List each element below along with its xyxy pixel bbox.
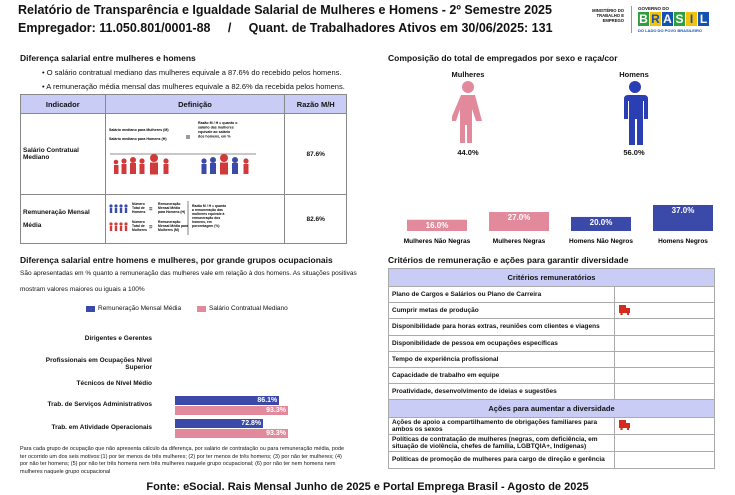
pay-gap-bullet: • A remuneração média mensal das mulheres equivale a 82.6% da recebida pelos homens. — [42, 82, 345, 91]
indicator-table — [20, 94, 347, 244]
occupational-category-label: Profissionais em Ocupações Nível Superior — [45, 357, 152, 371]
composition-bar-label: 16.0% — [425, 220, 449, 230]
composition-bar-label: 20.0% — [589, 217, 613, 227]
occupational-desc: São apresentadas em % quanto a remuneração das mulheres vale em relação à dos homens. As situações positivas — [20, 270, 357, 277]
occupational-bar: 72.8% — [175, 419, 263, 428]
def-label-men-total: Número Total de Homens — [131, 202, 145, 214]
criteria-header: Critérios remuneratórios — [389, 269, 715, 287]
criteria-item — [389, 335, 715, 351]
composition-title: Composição do total de empregados por sexo e raça/cor — [388, 53, 618, 63]
criteria-item-label: Tempo de experiência profissional — [389, 351, 615, 367]
def-explanation-text: Razão M / H = quanto a remuneração das mulheres equivale à remuneração dos homens, em porcentagem (%) — [191, 204, 226, 228]
occupational-category-label: Dirigentes e Gerentes — [84, 335, 152, 342]
women-figures-group — [113, 154, 168, 175]
col-ratio: Razão M/H — [285, 95, 347, 114]
criteria-item-flag-cell — [615, 319, 715, 335]
criteria-item-flag-cell — [615, 335, 715, 351]
occupational-category-label: Técnicos de Nível Médio — [76, 380, 152, 387]
action-item — [389, 452, 715, 468]
employer-line: Empregador: 11.050.801/0001-88 / Quant. de Trabalhadores Ativos em 30/06/2025: 131 — [18, 21, 553, 35]
women-label: Mulheres — [451, 70, 485, 79]
composition-bar-label: 37.0% — [671, 206, 695, 215]
composition-category-label: Homens Não Negros — [569, 238, 633, 245]
logo-divider — [631, 6, 632, 33]
composition-bar-label: 27.0% — [507, 213, 531, 223]
svg-text:=: = — [148, 207, 153, 213]
source-footer: Fonte: eSocial. Rais Mensal Junho de 2025 e Portal Emprega Brasil - Agosto de 2025 — [146, 481, 589, 493]
men-pct: 56.0% — [623, 148, 645, 157]
criteria-item — [389, 367, 715, 383]
occupational-desc: mostram valores maiores ou iguais a 100% — [20, 286, 145, 293]
men-label: Homens — [619, 70, 649, 79]
criteria-item — [389, 351, 715, 367]
occupational-category-label: Trab. em Atividade Operacionais — [51, 424, 152, 431]
brasil-wordmark — [638, 12, 710, 26]
table-row — [21, 114, 347, 195]
def-label-women-total: Número Total de Mulheres — [131, 220, 147, 232]
occupational-note: Para cada grupo de ocupação que não apresenta cálculo da diferença, por salário de contratação ou para remuneração média, pode ter ocorrido um dos seis motivos:(1) por ter menos de três mulheres; (2) por ter menos de três homens; (3) por não ter mulheres; (4) por não ter homens; (5) por não ter três homens nem três mulheres naquele grupo ocupacional; (6) por não ter nem homens nem mulheres naquele grupo ocupacional — [20, 446, 345, 475]
col-definition: Definição — [105, 95, 285, 114]
action-item-flag-cell — [615, 435, 715, 452]
ratio-value: 82.6% — [285, 195, 347, 244]
def-label-men: Salário mediano para Homens (H) — [108, 137, 167, 141]
criteria-item — [389, 287, 715, 303]
table-row — [21, 195, 347, 244]
composition-category-label: Mulheres Negras — [492, 238, 546, 245]
action-item — [389, 435, 715, 452]
report-title: Relatório de Transparência e Igualdade Salarial de Mulheres e Homens - 2º Semestre 2025 — [18, 3, 552, 17]
occupational-row — [20, 355, 350, 375]
occupational-bar: 93.3% — [175, 406, 288, 415]
truck-icon — [619, 425, 631, 432]
ratio-value: 87.6% — [285, 114, 347, 195]
brasil-letter: R — [651, 12, 660, 26]
definition-diagram — [105, 114, 285, 195]
gov-label: GOVERNO DO — [638, 6, 670, 11]
pay-gap-title: Diferença salarial entre mulheres e homens — [20, 53, 196, 63]
col-indicator: Indicador — [21, 95, 106, 114]
occupational-category-label: Trab. de Serviços Administrativos — [47, 401, 152, 408]
criteria-item-flag-cell — [615, 303, 715, 319]
legend-swatch-remuneration — [86, 306, 95, 312]
criteria-item-label: Disponibilidade de pessoa em ocupações específicas — [389, 335, 615, 351]
def-label-women: Salário mediano para Mulheres (M) — [108, 128, 169, 132]
gov-tagline: DO LADO DO POVO BRASILEIRO — [638, 28, 703, 33]
svg-text:=: = — [148, 225, 153, 231]
criteria-item — [389, 303, 715, 319]
brasil-letter: B — [639, 12, 648, 26]
pay-gap-bullet: • O salário contratual mediano das mulheres equivale a 87.6% do recebido pelos homens. — [42, 68, 342, 77]
def-label-women-remuneration: Remuneração Mensal Média para Mulheres (M) — [157, 220, 188, 232]
composition-category-label: Mulheres Não Negras — [403, 238, 471, 245]
criteria-table — [388, 268, 715, 469]
def-label-men-remuneration: Remuneração Mensal Média para Homens (H) — [157, 202, 185, 214]
criteria-item-flag-cell — [615, 287, 715, 303]
definition-diagram — [105, 195, 285, 244]
indicator-name: Remuneração Mensal Média — [21, 195, 106, 244]
criteria-header-row — [389, 269, 715, 287]
brasil-letter: I — [686, 12, 697, 26]
actions-header: Ações para aumentar a diversidade — [389, 400, 715, 418]
criteria-item-flag-cell — [615, 367, 715, 383]
indicator-table-header — [21, 95, 347, 114]
criteria-item-flag-cell — [615, 384, 715, 400]
action-item-label: Ações de apoio a compartilhamento de obrigações familiares para ambos os sexos — [389, 418, 615, 435]
action-item-label: Políticas de promoção de mulheres para cargo de direção e gerência — [389, 452, 615, 468]
occupational-bar: 86.1% — [175, 396, 279, 405]
actions-header-row — [389, 400, 715, 418]
remuneration-definition-diagram — [106, 195, 284, 241]
brasil-letter: A — [663, 12, 672, 26]
composition-category-label: Homens Negros — [658, 238, 708, 245]
legend-label-salary: Salário Contratual Mediano — [209, 305, 288, 312]
occupational-title: Diferença salarial entre homens e mulheres, por grande grupos ocupacionais — [20, 255, 333, 265]
criteria-item-label: Plano de Cargos e Salários ou Plano de Carreira — [389, 287, 615, 303]
criteria-item — [389, 319, 715, 335]
occupational-bar: 93.3% — [175, 429, 288, 438]
criteria-item-label: Proatividade, desenvolvimento de ideias e sugestões — [389, 384, 615, 400]
indicator-name: Salário Contratual Mediano — [21, 114, 106, 195]
action-item-label: Políticas de contratação de mulheres (negras, com deficiência, em situação de violência, chefes de família, LGBTQIA+, Indígenas) — [389, 435, 615, 452]
men-figures-group — [201, 154, 248, 175]
government-logo — [582, 6, 714, 36]
occupational-row — [20, 333, 350, 353]
criteria-item-flag-cell — [615, 351, 715, 367]
criteria-item-label: Cumprir metas de produção — [389, 303, 615, 319]
occupational-row — [20, 419, 350, 439]
ministry-name: MINISTÉRIO DO TRABALHO E EMPREGO — [592, 8, 624, 23]
man-figure-icon — [620, 80, 650, 145]
action-item-flag-cell — [615, 418, 715, 435]
criteria-item-label: Disponibilidade para horas extras, reuniões com clientes e viagens — [389, 319, 615, 335]
occupational-row — [20, 378, 350, 398]
criteria-item-label: Capacidade de trabalho em equipe — [389, 367, 615, 383]
legend-swatch-salary — [197, 306, 206, 312]
occupational-row — [20, 396, 350, 416]
woman-figure-icon — [452, 80, 484, 145]
composition-bar-chart — [388, 200, 718, 248]
women-pct: 44.0% — [457, 148, 479, 157]
criteria-item — [389, 384, 715, 400]
brasil-letter: L — [699, 12, 708, 26]
criteria-title: Critérios de remuneração e ações para garantir diversidade — [388, 255, 629, 265]
action-item-flag-cell — [615, 452, 715, 468]
def-explanation-text: Razão M / H = quanto o salário das mulheres equivale ao salário dos homens, em % — [197, 121, 237, 139]
legend-label-remuneration: Remuneração Mensal Média — [98, 305, 182, 312]
truck-icon — [619, 310, 631, 317]
salary-definition-diagram — [106, 114, 284, 192]
brasil-letter: S — [675, 12, 684, 26]
action-item — [389, 418, 715, 435]
